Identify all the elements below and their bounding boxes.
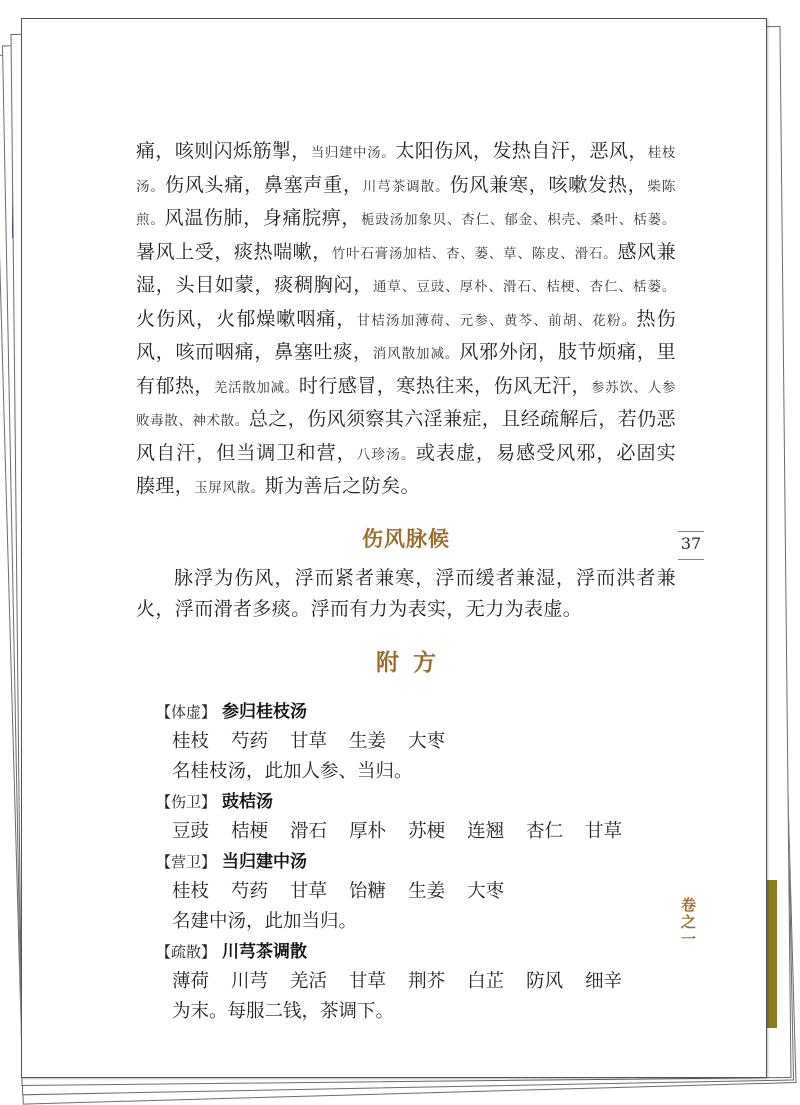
formula-name: 豉桔汤: [222, 791, 274, 812]
body-text: 伤风兼寒，咳嗽发热，: [449, 173, 648, 196]
herb-list: [172, 817, 676, 847]
herb-item: 防风: [526, 970, 564, 992]
herb-item: 生姜: [408, 880, 446, 902]
herb-item: 饴糖: [349, 880, 387, 902]
herb-item: 苏梗: [408, 820, 446, 842]
herb-list: [172, 967, 676, 997]
body-text: 时行感冒，寒热往来，伤风无汗，: [298, 374, 592, 397]
prescription-note: 八珍汤。: [356, 446, 416, 463]
herb-item: 甘草: [290, 880, 328, 902]
herb-item: 杏仁: [526, 820, 564, 842]
formula-name: 参归桂枝汤: [222, 701, 308, 722]
formula-name: 当归建中汤: [222, 851, 308, 872]
herb-item: 连翘: [467, 820, 505, 842]
herb-item: 羌活: [290, 970, 328, 992]
formula-category-tag: 【营卫】: [156, 852, 217, 871]
prescription-note: 竹叶石膏汤加桔、杏、蒌、草、陈皮、滑石。: [331, 245, 618, 262]
herb-item: 川芎: [231, 970, 269, 992]
prescription-note: 消风散加减。: [372, 346, 460, 362]
herb-item: 芍药: [231, 880, 269, 902]
herb-item: 芍药: [231, 730, 269, 752]
appendix-title: 附方: [376, 648, 450, 676]
prescription-note: 参苏饮、人参败毒散、神术散。: [136, 379, 676, 429]
body-paragraph: [136, 136, 676, 505]
prescription-note: 甘桔汤加薄荷、元参、黄芩、前胡、花粉。: [356, 312, 637, 329]
herb-item: 甘草: [349, 970, 387, 992]
prescription-note: 通草、豆豉、厚朴、滑石、桔梗、杏仁、栝蒌。: [372, 279, 676, 295]
body-text: 痛，咳则闪烁筋掣，: [136, 140, 311, 162]
herb-item: 大枣: [408, 730, 446, 752]
herb-item: 桂枝: [172, 730, 210, 752]
body-text: 热伤风，咳而咽痛，鼻塞吐痰，: [136, 307, 676, 363]
page-number: 37: [680, 534, 702, 553]
prescription-note: 玉屏风散。: [194, 480, 265, 496]
body-text: 风邪外闭，肢节烦痛，里有郁热，: [136, 341, 676, 397]
formula-list: [136, 697, 676, 1027]
pulse-paragraph: 脉浮为伤风，浮而紧者兼寒，浮而缓者兼湿，浮而洪者兼火，浮而滑者多痰。浮而有力为表实，无力为表虚。: [136, 566, 676, 620]
formula-note: 名建中汤，此加当归。: [172, 910, 358, 932]
body-text: 总之，伤风须察其六淫兼症，且经疏解后，若仍恶风自汗，但当调卫和营，: [136, 408, 676, 464]
prescription-note: 柴陈煎。: [136, 178, 676, 228]
body-text: 感风兼湿，头目如蒙，痰稠胸闷，: [136, 240, 676, 296]
herb-item: 大枣: [467, 880, 505, 902]
body-text: 风温伤肺，身痛脘痹，: [164, 207, 361, 229]
prescription-note: 羌活散加减。: [213, 379, 299, 396]
formula-category-tag: 【疏散】: [156, 942, 217, 961]
volume-label: 卷之一: [679, 897, 697, 948]
herb-item: 豆豉: [172, 820, 210, 842]
prescription-note: 栀豉汤加象贝、杏仁、郁金、枳壳、桑叶、栝蒌。: [360, 212, 676, 228]
body-text: 火伤风，火郁燥嗽咽痛，: [136, 307, 357, 330]
herb-item: 生姜: [349, 730, 387, 752]
herb-list: [172, 727, 676, 757]
herb-item: 细辛: [585, 970, 623, 992]
herb-list: [172, 877, 676, 907]
formula-category-tag: 【体虚】: [156, 702, 217, 721]
body-text: 伤风头痛，鼻塞声重，: [164, 173, 363, 196]
formula-heading: [156, 847, 676, 877]
body-text: 太阳伤风，发热自汗，恶风，: [395, 140, 648, 162]
herb-item: 甘草: [585, 820, 623, 842]
prescription-note: 当归建中汤。: [310, 145, 396, 161]
body-text: 斯为善后之防矣。: [264, 475, 420, 497]
prescription-note: 桂枝汤。: [136, 145, 676, 195]
body-text: 或表虚，易感受风邪，必固实腠理，: [136, 441, 677, 497]
page-content: [136, 136, 676, 1027]
formula-heading: [156, 787, 676, 817]
formula-category-tag: 【伤卫】: [156, 792, 217, 811]
herb-item: 厚朴: [349, 820, 387, 842]
formula-heading: [156, 697, 676, 727]
body-text: 暑风上受，痰热喘嗽，: [136, 240, 332, 263]
herb-item: 薄荷: [172, 970, 210, 992]
herb-item: 滑石: [290, 820, 328, 842]
herb-item: 甘草: [290, 730, 328, 752]
prescription-note: 川芎茶调散。: [362, 178, 450, 195]
page-number-rule: [678, 531, 704, 532]
herb-item: 桂枝: [172, 880, 210, 902]
formula-heading: [156, 937, 676, 967]
herb-item: 白芷: [467, 970, 505, 992]
formula-note: 为末。每服二钱，茶调下。: [172, 1000, 395, 1022]
herb-item: 桔梗: [231, 820, 269, 842]
pulse-section-title: 伤风脉候: [362, 525, 450, 551]
formula-note: 名桂枝汤，此加人参、当归。: [172, 760, 413, 782]
formula-name: 川芎茶调散: [222, 941, 308, 962]
herb-item: 荆芥: [408, 970, 446, 992]
page-number-rule: [678, 559, 704, 560]
